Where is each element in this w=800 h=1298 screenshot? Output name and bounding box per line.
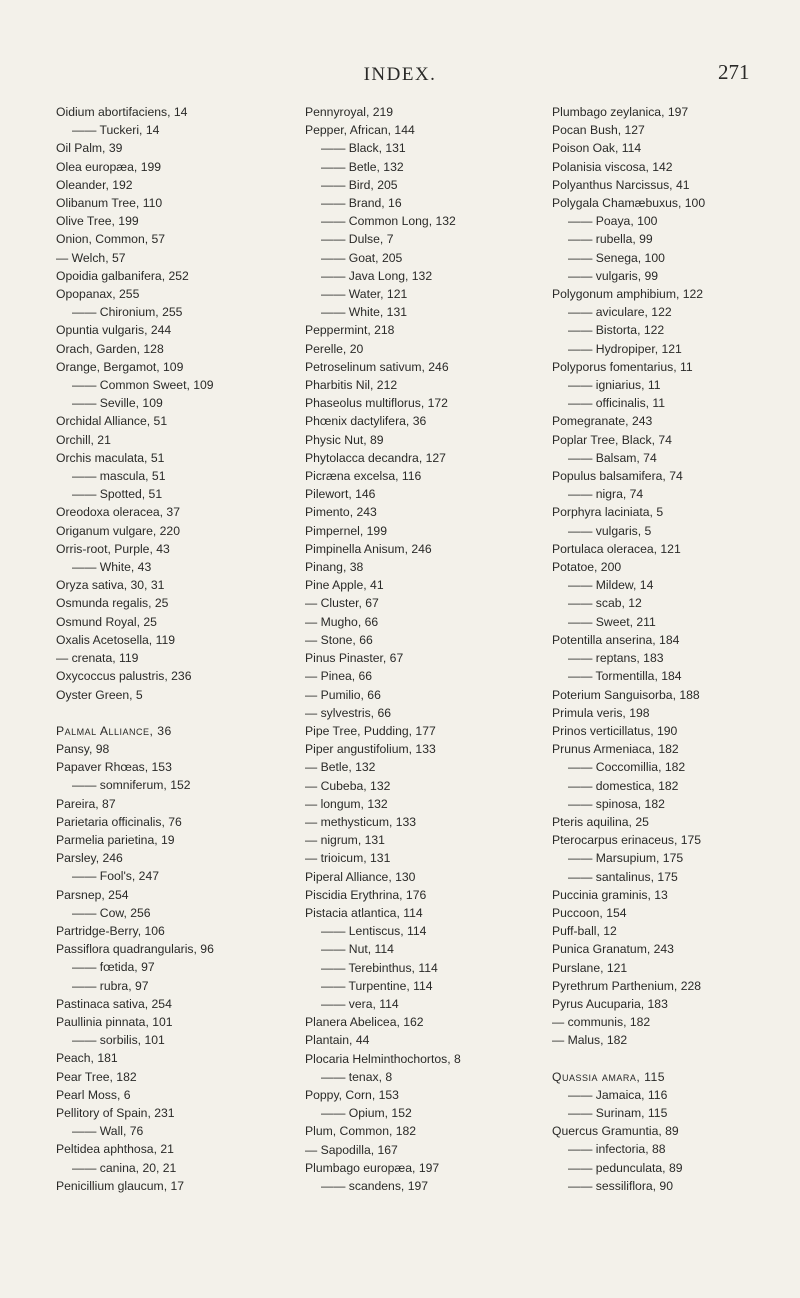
index-entry: Planera Abelicea, 162	[305, 1015, 424, 1030]
index-entry: —— reptans, 183	[568, 651, 664, 666]
index-entry: —— sessiliflora, 90	[568, 1178, 673, 1193]
index-entry: Onion, Common, 57	[56, 232, 166, 247]
index-entry: Pear Tree, 182	[56, 1069, 137, 1084]
index-entry: —— Coccomillia, 182	[568, 760, 686, 775]
index-entry: —— Mildew, 14	[568, 578, 654, 593]
index-entry: —— Common Long, 132	[321, 214, 456, 229]
index-entry: Piperal Alliance, 130	[305, 869, 416, 884]
index-entry: Phytolacca decandra, 127	[305, 450, 446, 465]
index-entry: —— rubella, 99	[568, 232, 653, 247]
index-entry: Pterocarpus erinaceus, 175	[552, 833, 702, 848]
index-entry: Opopanax, 255	[56, 287, 140, 302]
index-entry: Papaver Rhœas, 153	[56, 760, 172, 775]
index-entry: —— Goat, 205	[321, 250, 403, 265]
index-entry: —— Wall, 76	[72, 1124, 144, 1139]
index-entry: Populus balsamifera, 74	[552, 469, 683, 484]
index-entry: Osmund Royal, 25	[56, 614, 157, 629]
index-entry: Polygala Chamæbuxus, 100	[552, 196, 706, 211]
index-entry: Pimpernel, 199	[305, 523, 387, 538]
index-entry: Perelle, 20	[305, 341, 364, 356]
index-entry: Plumbago europæa, 197	[305, 1160, 440, 1175]
index-entry: —— Senega, 100	[568, 250, 665, 265]
index-entry: Polygonum amphibium, 122	[552, 287, 704, 302]
index-entry: Pistacia atlantica, 114	[305, 905, 423, 920]
index-entry: Pearl Moss, 6	[56, 1087, 131, 1102]
index-entry: Porphyra laciniata, 5	[552, 505, 664, 520]
index-entry: —— Surinam, 115	[568, 1105, 668, 1120]
index-entry: —— Betle, 132	[321, 159, 404, 174]
index-entry: Pimento, 243	[305, 505, 377, 520]
index-entry: —— Nut, 114	[321, 942, 394, 957]
index-entry: —— Water, 121	[321, 287, 408, 302]
index-entry: —— Marsupium, 175	[568, 851, 684, 866]
index-entry: —— santalinus, 175	[568, 869, 678, 884]
index-entry: Parsnep, 254	[56, 887, 129, 902]
index-entry: Quassia amara, 115	[552, 1069, 666, 1084]
index-entry: —— igniarius, 11	[568, 378, 661, 393]
index-entry: Phaseolus multiflorus, 172	[305, 396, 448, 411]
index-entry: —— scab, 12	[568, 596, 642, 611]
index-entry: Pansy, 98	[56, 741, 110, 756]
index-entry: Oxycoccus palustris, 236	[56, 669, 192, 684]
index-entry: Pipe Tree, Pudding, 177	[305, 723, 436, 738]
index-entry: Primula veris, 198	[552, 705, 650, 720]
index-entry: — Pumilio, 66	[305, 687, 381, 702]
index-entry: Pharbitis Nil, 212	[305, 378, 398, 393]
index-entry: Opoidia galbanifera, 252	[56, 268, 189, 283]
index-entry: Pyrethrum Parthenium, 228	[552, 978, 702, 993]
index-entry: Pareira, 87	[56, 796, 116, 811]
index-entry: — Stone, 66	[305, 632, 373, 647]
index-entry: Prunus Armeniaca, 182	[552, 742, 679, 757]
index-entry: Petroselinum sativum, 246	[305, 359, 449, 374]
index-entry: Origanum vulgare, 220	[56, 523, 180, 538]
index-entry: —— somniferum, 152	[72, 778, 191, 793]
page-title: INDEX.	[363, 64, 437, 85]
index-entry: —— tenax, 8	[321, 1069, 393, 1084]
index-entry: —— Dulse, 7	[321, 232, 394, 247]
index-entry: —— Sweet, 211	[568, 614, 656, 629]
index-entry: Pinang, 38	[305, 560, 364, 575]
index-entry: —— mascula, 51	[72, 469, 166, 484]
index-entry: —— aviculare, 122	[568, 305, 672, 320]
index-entry: Physic Nut, 89	[305, 432, 384, 447]
index-entry: Piscidia Erythrina, 176	[305, 887, 427, 902]
index-entry: Orach, Garden, 128	[56, 341, 164, 356]
index-entry: Pine Apple, 41	[305, 578, 384, 593]
index-entry: Orchill, 21	[56, 432, 111, 447]
index-entry: —— Tuckeri, 14	[72, 123, 160, 138]
index-entry: — methysticum, 133	[305, 814, 417, 829]
index-entry: —— Java Long, 132	[321, 268, 433, 283]
index-entry: Oidium abortifaciens, 14	[56, 105, 188, 119]
index-entry: Potatoe, 200	[552, 560, 622, 575]
index-entry: Polyanthus Narcissus, 41	[552, 177, 690, 192]
index-entry: Polanisia viscosa, 142	[552, 159, 673, 174]
index-entry: —— vulgaris, 5	[568, 523, 652, 538]
index-entry: Partridge-Berry, 106	[56, 923, 165, 938]
index-entry: Orange, Bergamot, 109	[56, 359, 184, 374]
index-entry: —— Balsam, 74	[568, 450, 657, 465]
index-entry: —— Lentiscus, 114	[321, 924, 427, 939]
index-entry: Oxalis Acetosella, 119	[56, 632, 176, 647]
index-entry: — Cluster, 67	[305, 596, 379, 611]
index-entry: Pimpinella Anisum, 246	[305, 541, 432, 556]
index-entry: — Cubeba, 132	[305, 778, 391, 793]
index-entry: Puccinia graminis, 13	[552, 887, 668, 902]
index-entry: Pocan Bush, 127	[552, 123, 645, 138]
index-entry: — sylvestris, 66	[305, 705, 392, 720]
index-entry: Penicillium glaucum, 17	[56, 1178, 185, 1193]
index-entry: —— White, 131	[321, 305, 408, 320]
index-entry: — communis, 182	[552, 1015, 651, 1030]
index-entry: Pteris aquilina, 25	[552, 814, 649, 829]
index-entry: Polyporus fomentarius, 11	[552, 359, 693, 374]
index-entry: Pellitory of Spain, 231	[56, 1105, 175, 1120]
index-entry: —— infectoria, 88	[568, 1142, 666, 1157]
index-entry: Plum, Common, 182	[305, 1124, 417, 1139]
index-entry: Pilewort, 146	[305, 487, 376, 502]
index-entry: Quercus Gramuntia, 89	[552, 1124, 679, 1139]
index-entry: —— Tormentilla, 184	[568, 669, 682, 684]
index-entry: — crenata, 119	[56, 651, 139, 666]
index-entry: Pastinaca sativa, 254	[56, 996, 172, 1011]
index-entry: Peppermint, 218	[305, 323, 395, 338]
index-entry: Orchidal Alliance, 51	[56, 414, 168, 429]
index-entry: Pennyroyal, 219	[305, 105, 394, 119]
index-entry: Oyster Green, 5	[56, 687, 143, 702]
index-entry: Osmunda regalis, 25	[56, 596, 169, 611]
index-entry: Orchis maculata, 51	[56, 450, 165, 465]
index-entry: —— sorbilis, 101	[72, 1033, 165, 1048]
index-entry: Olibanum Tree, 110	[56, 196, 163, 211]
index-entry: —— Bistorta, 122	[568, 323, 665, 338]
index-entry: —— Brand, 16	[321, 196, 402, 211]
index-entry: Parietaria officinalis, 76	[56, 814, 182, 829]
index-entry: Paullinia pinnata, 101	[56, 1014, 173, 1029]
index-entry: Olive Tree, 199	[56, 214, 139, 229]
index-entry: —— Bird, 205	[321, 177, 398, 192]
index-entry: —— Turpentine, 114	[321, 978, 433, 993]
index-entry: Poison Oak, 114	[552, 141, 642, 156]
index-entry: Picræna excelsa, 116	[305, 469, 422, 484]
index-column-3	[552, 103, 800, 1195]
index-entry: —— spinosa, 182	[568, 796, 665, 811]
index-entry: Palmal Alliance, 36	[56, 723, 172, 738]
page-number: 271	[718, 60, 750, 84]
index-entry: Oreodoxa oleracea, 37	[56, 505, 180, 520]
index-entry: —— Chironium, 255	[72, 305, 183, 320]
index-entry: Piper angustifolium, 133	[305, 742, 436, 757]
index-entry: Prinos verticillatus, 190	[552, 723, 678, 738]
index-entry: Poppy, Corn, 153	[305, 1087, 399, 1102]
index-entry: Purslane, 121	[552, 960, 628, 975]
index-entry: —— fœtida, 97	[72, 960, 155, 975]
index-entry: —— Poaya, 100	[568, 214, 658, 229]
index-entry: Parsley, 246	[56, 851, 123, 866]
index-entry: —— Seville, 109	[72, 396, 163, 411]
index-entry: Oleander, 192	[56, 177, 133, 192]
index-entry: — nigrum, 131	[305, 833, 385, 848]
index-entry: —— vera, 114	[321, 996, 399, 1011]
index-entry: Parmelia parietina, 19	[56, 832, 175, 847]
index-entry: —— Terebinthus, 114	[321, 960, 438, 975]
index-entry: —— rubra, 97	[72, 978, 149, 993]
index-entry: Pinus Pinaster, 67	[305, 651, 404, 666]
index-entry: —— Black, 131	[321, 141, 406, 156]
index-column-1	[56, 103, 304, 1195]
index-entry: Oil Palm, 39	[56, 141, 123, 156]
index-entry: — Sapodilla, 167	[305, 1142, 398, 1157]
index-entry: — Malus, 182	[552, 1033, 628, 1048]
index-entry: Pomegranate, 243	[552, 414, 653, 429]
index-entry: Poterium Sanguisorba, 188	[552, 687, 700, 702]
index-entry: —— Spotted, 51	[72, 487, 163, 502]
index-entry: Puccoon, 154	[552, 905, 627, 920]
index-entry: —— Opium, 152	[321, 1106, 412, 1121]
index-entry: — Betle, 132	[305, 760, 376, 775]
index-entry: Pepper, African, 144	[305, 123, 415, 138]
index-entry: —— vulgaris, 99	[568, 268, 659, 283]
index-entry: —— domestica, 182	[568, 778, 679, 793]
index-entry: Phœnix dactylifera, 36	[305, 414, 427, 429]
index-entry: Plantain, 44	[305, 1033, 370, 1048]
index-column-2	[305, 103, 553, 1195]
index-entry: Punica Granatum, 243	[552, 942, 674, 957]
index-entry: —— pedunculata, 89	[568, 1160, 683, 1175]
index-entry: —— canina, 20, 21	[72, 1160, 177, 1175]
index-entry: Oryza sativa, 30, 31	[56, 578, 165, 593]
index-entry: —— scandens, 197	[321, 1178, 429, 1193]
index-entry: Plocaria Helminthochortos, 8	[305, 1051, 461, 1066]
index-entry: Orris-root, Purple, 43	[56, 541, 170, 556]
index-entry: —— officinalis, 11	[568, 396, 666, 411]
index-entry: — Pinea, 66	[305, 669, 373, 684]
index-entry: —— Cow, 256	[72, 905, 151, 920]
index-entry: Puff-ball, 12	[552, 924, 617, 939]
index-entry: Potentilla anserina, 184	[552, 632, 680, 647]
index-entry: Olea europæa, 199	[56, 159, 162, 174]
index-entry: Pyrus Aucuparia, 183	[552, 996, 668, 1011]
index-entry: — longum, 132	[305, 796, 388, 811]
index-entry: — Welch, 57	[56, 250, 126, 265]
index-entry: Poplar Tree, Black, 74	[552, 432, 672, 447]
index-entry: Peltidea aphthosa, 21	[56, 1142, 174, 1157]
index-entry: — trioicum, 131	[305, 851, 391, 866]
index-entry: Opuntia vulgaris, 244	[56, 323, 172, 338]
index-entry: Portulaca oleracea, 121	[552, 541, 681, 556]
index-entry: Passiflora quadrangularis, 96	[56, 942, 214, 957]
index-entry: —— nigra, 74	[568, 487, 644, 502]
index-entry: —— Jamaica, 116	[568, 1087, 668, 1102]
index-entry: —— Fool's, 247	[72, 869, 159, 884]
index-entry: —— White, 43	[72, 560, 152, 575]
index-entry: —— Common Sweet, 109	[72, 378, 214, 393]
index-entry: —— Hydropiper, 121	[568, 341, 682, 356]
index-entry: Plumbago zeylanica, 197	[552, 105, 689, 119]
index-entry: Peach, 181	[56, 1051, 118, 1066]
index-entry: — Mugho, 66	[305, 614, 379, 629]
